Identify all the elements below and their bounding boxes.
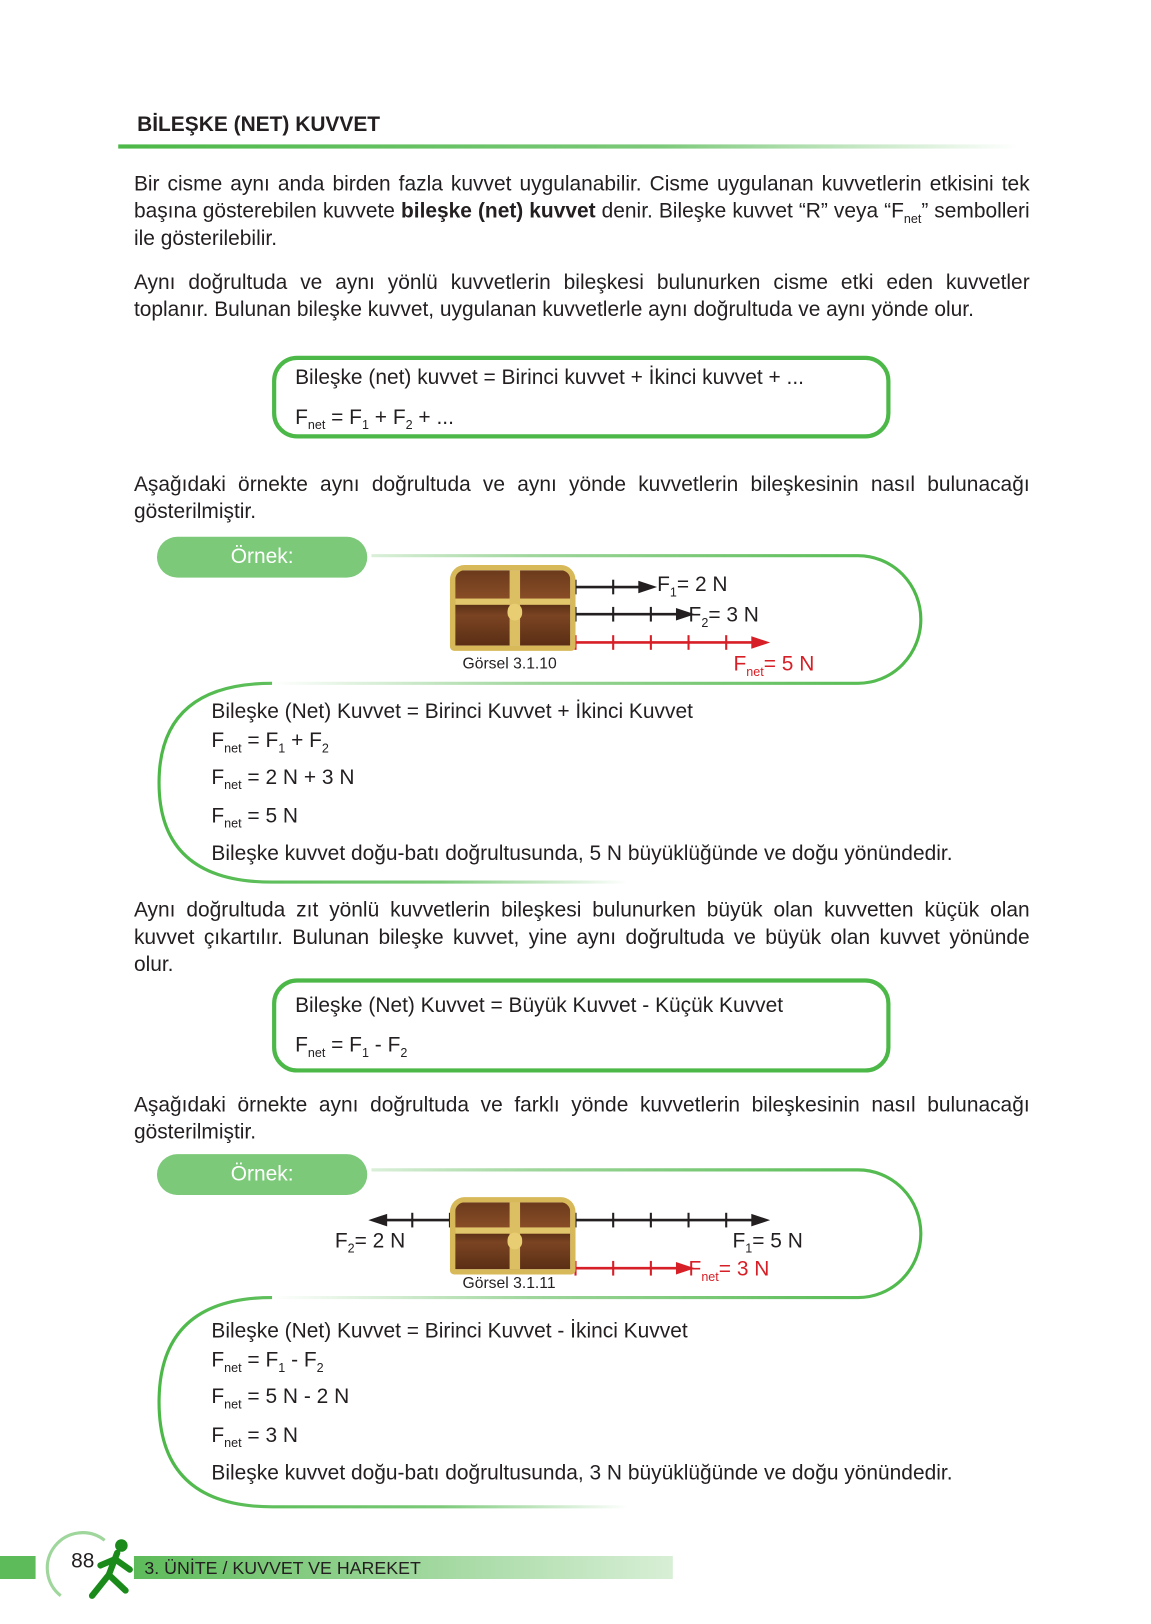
example1-label: Örnek: [157,537,367,578]
text: denir. Bileşke kuvvet “R” veya “F [595,199,904,223]
example1-eq1: $F_{net} = F_1 + F_2$ [211,729,329,756]
example2-eq3: $F_{net} = 3$ N [211,1424,299,1451]
example2-label: Örnek: [157,1154,367,1195]
net-force-arrow [576,1261,695,1276]
text: Bir cisme aynı anda birden fazla kuvvet uygulanabilir. Cisme uygulanan kuvvetlerin etkisini tek başına gösterebilen kuvvete [133,172,1030,223]
page-number: 88 [71,1549,95,1573]
unit-title: 3. ÜNİTE / KUVVET VE HAREKET [134,1556,673,1579]
formula-equation: $F_{net} = F_1 - F_2$ [295,1033,408,1061]
opposite-direction-paragraph: Aynı doğrultuda zıt yönlü kuvvetlerin bileşkesi bulunurken büyük olan kuvvetten küçük olan kuvvet çıkartılır. Bulunan bileşke kuvvet, yine aynı doğrultuda ve büyük olan kuvvet yönünde olur. [133,898,1030,977]
bold-term: bileşke (net) kuvvet [400,199,596,223]
figure-caption: Görsel 3.1.11 [462,1274,556,1293]
example1-conclusion: Bileşke kuvvet doğu-batı doğrultusunda, 5 N büyüklüğünde ve doğu yönündedir. [211,842,953,866]
force2-label: $F_2= 2$ N [334,1229,406,1256]
example1-intro: Aşağıdaki örnekte aynı doğrultuda ve aynı yönde kuvvetlerin bileşkesinin nasıl bulunacağı gösterilmiştir. [133,472,1030,524]
example1-eq3: $F_{net} = 5$ N [211,804,299,831]
formula-box-difference [272,978,890,1072]
force2-label: $F_2= 3$ N [688,603,759,630]
intro-paragraph [134,171,1030,253]
example1-formula: Bileşke (Net) Kuvvet = Birinci Kuvvet + İkinci Kuvvet [211,700,693,724]
net-force-label: $F_{net}= 3$ N [688,1257,770,1284]
treasure-chest-image [450,565,576,651]
example2-formula: Bileşke (Net) Kuvvet = Birinci Kuvvet - İkinci Kuvvet [211,1319,688,1343]
example2-eq1: $F_{net} = F_1 - F_2$ [211,1348,324,1375]
force1-arrow [576,580,658,595]
treasure-chest-image [450,1197,576,1274]
example1-eq2: $F_{net} = 2$ N + 3 N [211,765,355,793]
force2-arrow [576,607,695,622]
example2-intro: Aşağıdaki örnekte aynı doğrultuda ve farklı yönde kuvvetlerin bileşkesinin nasıl bulunacağı gösterilmiştir. [133,1093,1030,1144]
formula-equation: $F_{net} = F_1 + F_2$ + ... [295,406,454,433]
formula-text: Bileşke (net) kuvvet = Birinci kuvvet + İkinci kuvvet + ... [295,366,804,390]
force1-arrow [576,1213,771,1228]
formula-text: Bileşke (Net) Kuvvet = Büyük Kuvvet - Küçük Kuvvet [295,994,784,1018]
same-direction-paragraph: Aynı doğrultuda ve aynı yönlü kuvvetlerin bileşkesi bulunurken cisme etki eden kuvvetler toplanır. Bulunan bileşke kuvvet, uygulanan kuvvetlerle aynı doğrultuda ve aynı yönde olur. [133,271,1030,322]
net-force-label: $F_{net}= 5$ N [733,652,815,680]
example2-conclusion: Bileşke kuvvet doğu-batı doğrultusunda, 3 N büyüklüğünde ve doğu yönündedir. [211,1461,953,1485]
net-force-arrow [576,635,771,650]
force1-label: $F_1= 2$ N [657,573,728,600]
footer-accent [0,1556,36,1579]
force2-arrow [368,1213,450,1228]
section-title: BİLEŞKE (NET) KUVVET [137,113,381,137]
figure-caption: Görsel 3.1.10 [462,655,557,673]
title-underline [118,144,1018,148]
force1-label: $F_1= 5$ N [732,1229,803,1256]
subscript: net [903,211,922,227]
text: ” sembolleri ile gösterilebilir. [133,199,1030,251]
formula-box-sum [272,356,890,439]
example2-eq2: $F_{net} = 5$ N - 2 N [211,1385,350,1412]
